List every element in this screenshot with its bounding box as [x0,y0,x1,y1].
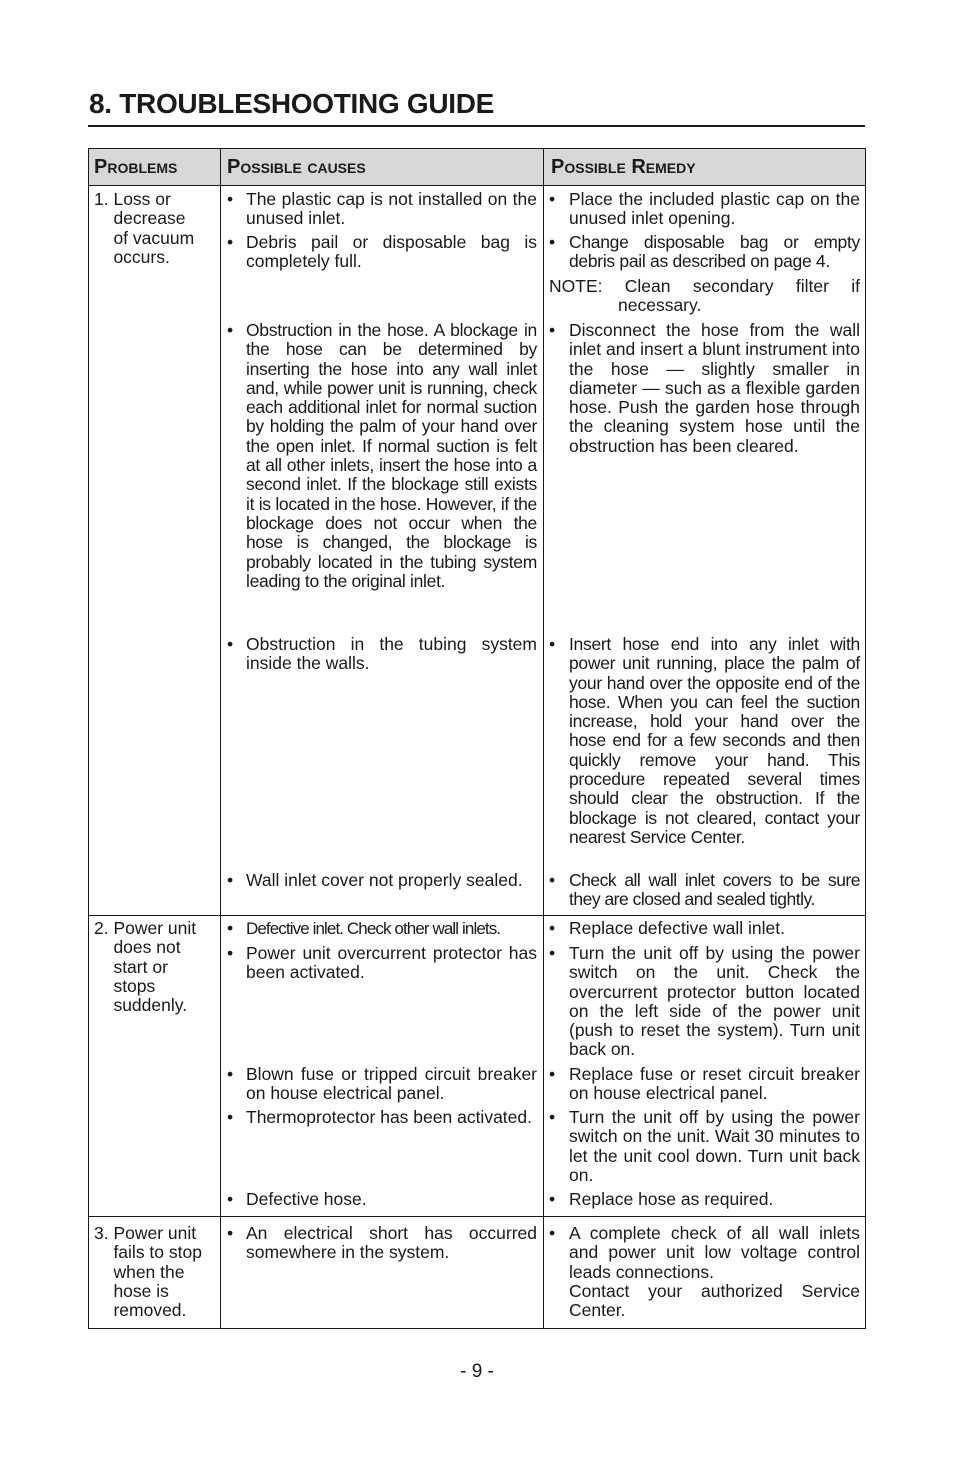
bullet: • [227,634,234,654]
bullet: • [227,232,234,252]
remedy-text: Replace hose as required. [569,1189,774,1209]
cause-text: Obstruction in the tubing system inside the walls. [246,634,537,674]
remedy-note: NOTE: Clean secondary filter if necessary. [549,276,860,316]
cause-text: Power unit overcurrent protector has been activated. [246,943,537,983]
row-divider [89,915,865,916]
remedy-text: Place the included plastic cap on the unused inlet opening. [569,189,860,229]
bullet: • [227,1107,234,1127]
column-divider [220,149,221,1328]
bullet: • [549,1064,556,1084]
remedy-text: Insert hose end into any inlet with power unit running, place the palm of your hand over the opposite end of the hose. When you can feel the suction increase, hold your hand over the hose end for a few seconds and then quickly remove your hand. This procedure repeated several times should clear the obstruction. If the blockage is not cleared, contact your nearest Service Center. [569,634,860,847]
bullet: • [549,232,556,252]
bullet: • [549,1223,556,1243]
remedy-text: Contact your authorized Service Center. [569,1281,860,1321]
row-divider [89,1216,865,1217]
remedy-text: Disconnect the hose from the wall inlet and insert a blunt instrument into the hose — slightly smaller in diameter — such as a flexible garden hose. Push the garden hose through the cleaning system hose until the obstruction has been cleared. [569,320,860,456]
remedy-text: Change disposable bag or empty debris pail as described on page 4. [569,232,860,272]
problem-2: 2. Power unit does not start or stops suddenly. [94,918,197,1016]
bullet: • [549,189,556,209]
cause-text: Wall inlet cover not properly sealed. [246,870,523,890]
remedy-text: Turn the unit off by using the power switch on the unit. Check the overcurrent protector button located on the left side of the power unit (push to reset the system). Turn unit back on. [569,943,860,1060]
bullet: • [549,870,556,890]
remedy-text: A complete check of all wall inlets and power unit low voltage control leads connections. [569,1223,860,1282]
cause-text: The plastic cap is not installed on the unused inlet. [246,189,537,229]
cause-text: Defective hose. [246,1189,367,1209]
bullet: • [227,1064,234,1084]
bullet: • [549,634,556,654]
bullet: • [549,918,556,938]
bullet: • [227,1189,234,1209]
bullet: • [227,918,234,938]
page-title: 8. TROUBLESHOOTING GUIDE [89,88,495,119]
header-problems: Problems [94,156,178,178]
bullet: • [227,1223,234,1243]
problem-3: 3. Power unit fails to stop when the hose is removed. [94,1223,202,1321]
page-number: - 9 - [460,1361,494,1382]
header-possible-remedy: Possible Remedy [551,156,696,178]
cause-text: An electrical short has occurred somewhere in the system. [246,1223,537,1263]
bullet: • [227,870,234,890]
troubleshooting-table [88,148,866,1329]
remedy-text: Replace defective wall inlet. [569,918,785,938]
bullet: • [549,320,556,340]
remedy-text: Turn the unit off by using the power switch on the unit. Wait 30 minutes to let the unit cool down. Turn unit back on. [569,1107,860,1185]
cause-text: Thermoprotector has been activated. [246,1107,532,1127]
bullet: • [549,1189,556,1209]
bullet: • [549,1107,556,1127]
bullet: • [549,943,556,963]
column-divider [543,149,544,1328]
title-rule [88,125,865,127]
bullet: • [227,943,234,963]
remedy-text: Replace fuse or reset circuit breaker on house electrical panel. [569,1064,860,1104]
cause-text: Debris pail or disposable bag is completely full. [246,232,537,272]
bullet: • [227,189,234,209]
cause-text: Obstruction in the hose. A blockage in the hose can be determined by inserting the hose into any wall inlet and, while power unit is running, check each additional inlet for normal suction by holding the palm of your hand over the open inlet. If normal suction is felt at all other inlets, insert the hose into a second inlet. If the blockage still exists it is located in the hose. However, if the blockage does not occur when the hose is changed, the blockage is probably located in the tubing system leading to the original inlet. [246,320,537,591]
bullet: • [227,320,234,340]
cause-text: Defective inlet. Check other wall inlets. [246,919,501,938]
remedy-text: Check all wall inlet covers to be sure they are closed and sealed tightly. [569,870,860,910]
problem-1: 1. Loss or decrease of vacuum occurs. [94,189,195,267]
header-possible-causes: Possible causes [227,156,366,178]
table-header [89,149,865,186]
cause-text: Blown fuse or tripped circuit breaker on house electrical panel. [246,1064,537,1104]
